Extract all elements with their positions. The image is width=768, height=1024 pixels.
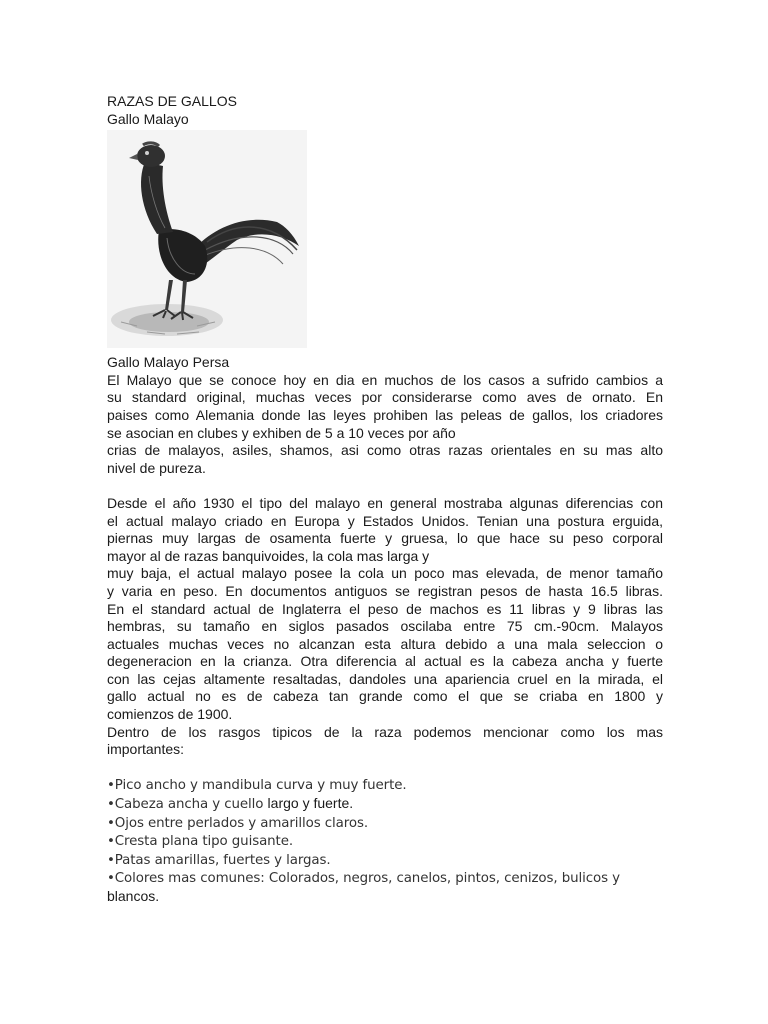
paragraph-line: degeneracion en la crianza. Otra diferencia al actual es la cabeza ancha y fuerte (107, 653, 663, 670)
paragraph-line: y varia en peso. En documentos antiguos se registran pesos de hasta 16.5 libras. (107, 582, 663, 599)
paragraph-line: Dentro de los rasgos tipicos de la raza podemos mencionar como los mas (107, 723, 663, 740)
document-title: RAZAS DE GALLOS (107, 93, 237, 109)
list-item: •Colores mas comunes: Colorados, negros, canelos, pintos, cenizos, bulicos y (107, 871, 620, 887)
paragraph-line: piernas muy largas de osamenta fuerte y gruesa, lo que hace su peso corporal (107, 530, 663, 547)
list-item: •Cabeza ancha y cuello largo y fuerte. (107, 795, 354, 813)
paragraph-line: mayor al de razas banquivoides, la cola mas larga y (107, 547, 430, 564)
paragraph-line: importantes: (107, 741, 185, 758)
traits-list (107, 776, 663, 906)
paragraph-line: paises como Alemania donde las leyes prohiben las peleas de gallos, los criadores (107, 406, 663, 423)
list-item: •Patas amarillas, fuertes y largas. (107, 852, 331, 868)
list-item: •Ojos entre perlados y amarillos claros. (107, 815, 369, 831)
paragraph-line: muy baja, el actual malayo posee la cola un poco mas elevada, de menor tamaño (107, 565, 663, 582)
image-caption: Gallo Malayo Persa (107, 354, 230, 371)
paragraph-line: El Malayo que se conoce hoy en dia en muchos de los casos a sufrido cambios a (107, 371, 663, 388)
paragraph-line: con las cejas altamente resaltadas, dandoles una apariencia cruel en la mirada, el (107, 670, 663, 687)
document-page (107, 93, 663, 907)
rooster-illustration (107, 130, 307, 348)
paragraph-line: hembras, su tamaño en siglos pasados oscilaba entre 75 cm.-90cm. Malayos (107, 618, 663, 635)
paragraph-line: el actual malayo criado en Europa y Estados Unidos. Tenian una postura erguida, (107, 512, 663, 529)
paragraph-2 (107, 495, 663, 759)
paragraph-line: nivel de pureza. (107, 459, 206, 476)
rooster-image (107, 130, 307, 348)
paragraph-line: crias de malayos, asiles, shamos, asi como otras razas orientales en su mas alto (107, 442, 663, 459)
paragraph-line: comienzos de 1900. (107, 706, 233, 723)
paragraph-line: se asocian en clubes y exhiben de 5 a 10 veces por año (107, 424, 456, 441)
paragraph-line: su standard original, muchas veces por considerarse como aves de ornato. En (107, 389, 663, 406)
paragraph-1 (107, 372, 663, 478)
list-item: •Pico ancho y mandibula curva y muy fuerte. (107, 778, 407, 794)
paragraph-line: En el standard actual de Inglaterra el peso de machos es 11 libras y 9 libras las (107, 600, 663, 617)
paragraph-line: gallo actual no es de cabeza tan grande como el que se criaba en 1800 y (107, 688, 663, 705)
paragraph-line: actuales muchas veces no alcanzan esta altura debido a una mala seleccion o (107, 635, 663, 652)
document-subtitle: Gallo Malayo (107, 110, 189, 127)
paragraph-line: Desde el año 1930 el tipo del malayo en general mostraba algunas diferencias con (107, 494, 663, 511)
list-item: •Cresta plana tipo guisante. (107, 834, 294, 850)
list-item-continuation: blancos. (107, 888, 160, 904)
